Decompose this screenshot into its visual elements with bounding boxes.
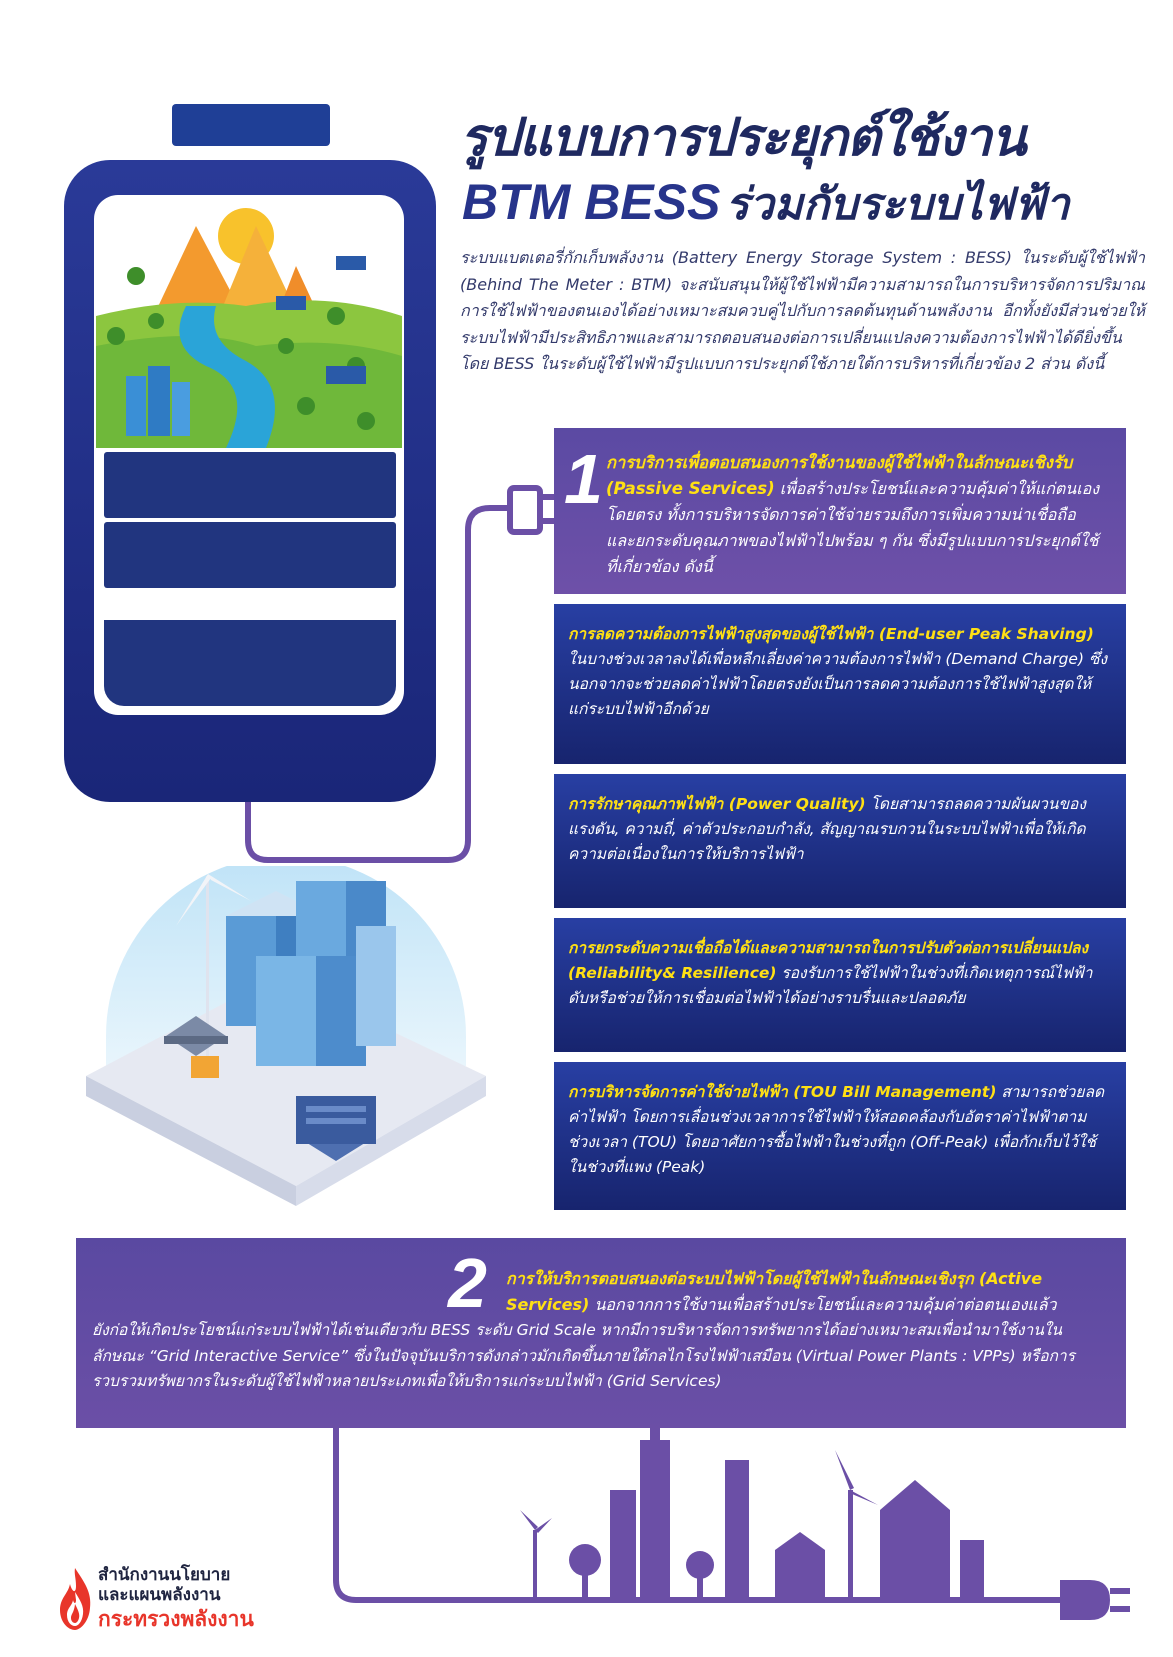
section1-body: เพื่อสร้างประโยชน์และความคุ้มค่าให้แก่ตนเองโดยตรง ทั้งการบริหารจัดการค่าใช้จ่ายรวมถึงการเพิ่มความน่าเชื่อถือ และยกระดับคุณภาพของไฟฟ้าไปพร้อม ๆ กัน ซึ่งมีรูปแบบการประยุกต์ใช้ที่เกี่ยวข้อง ดังนี้ [606,479,1100,576]
item-body: โดยสามารถลดความผันผวนของแรงดัน, ความถี่, ค่าตัวประกอบกำลัง, สัญญาณรบกวนในระบบไฟฟ้าเพื่อให้เกิดความต่อเนื่องในการให้บริการไฟฟ้า [568,795,1086,863]
section1-number: 1 [564,440,603,518]
item-title: การรักษาคุณภาพไฟฟ้า (Power Quality) [568,795,866,813]
section1-text [606,450,1106,580]
intro-paragraph: ระบบแบตเตอรี่กักเก็บพลังงาน (Battery Energy Storage System : BESS) ในระดับผู้ใช้ไฟฟ้า (Behind The Meter : BTM) จะสนับสนุนให้ผู้ใช้ไฟฟ้ามีความสามารถในการบริหารจัดการปริมาณการใช้ไฟฟ้าของตนเองได้อย่างเหมาะสมควบคู่ไปกับการลดต้นทุนด้านพลังงาน อีกทั้งยังมีส่วนช่วยให้ระบบไฟฟ้ามีประสิทธิภาพและสามารถตอบสนองต่อการเปลี่ยนแปลงความต้องการไฟฟ้าได้ดียิ่งขึ้น โดย BESS ในระดับผู้ใช้ไฟฟ้ามีรูปแบบการประยุกต์ใช้ภายใต้การบริหารที่เกี่ยวข้อง 2 ส่วน ดังนี้ [460,248,1145,373]
smart-building-illustration [76,866,496,1246]
section2-heading-en: (Active Services) [506,1269,1043,1314]
section2-heading: การให้บริการตอบสนองต่อระบบไฟฟ้าโดยผู้ใช้ไฟฟ้าในลักษณะเชิงรุก [506,1269,974,1288]
item-body: ในบางช่วงเวลาลงได้เพื่อหลีกเลี่ยงค่าความต้องการไฟฟ้า (Demand Charge) ซึ่งนอกจากจะช่วยลดค่าไฟฟ้าโดยตรงยังเป็นการลดความต้องการใช้ไฟฟ้าสูงสุดให้แก่ระบบไฟฟ้าอีกด้วย [568,650,1108,718]
section1-heading: การบริการเพื่อตอบสนองการใช้งานของผู้ใช้ไฟฟ้าในลักษณะเชิงรับ [606,453,1073,472]
page-title-line1: รูปแบบการประยุกต์ใช้งาน [460,108,1026,168]
item-title: การบริหารจัดการค่าใช้จ่ายไฟฟ้า (TOU Bill Management) [568,1083,997,1101]
item-body: สามารถช่วยลดค่าไฟฟ้า โดยการเลื่อนช่วงเวลาการใช้ไฟฟ้าให้สอดคล้องกับอัตราค่าไฟฟ้าตามช่วงเวลา (TOU) โดยอาศัยการซื้อไฟฟ้าในช่วงที่ถูก (Off-Peak) เพื่อกักเก็บไว้ใช้ในช่วงที่แพง (Peak) [568,1083,1105,1176]
title-rest: ร่วมกับระบบไฟฟ้า [725,179,1070,230]
title-acronym: BTM BESS [462,174,721,230]
item-title: การยกระดับความเชื่อถือได้และความสามารถในการปรับตัวต่อการเปลี่ยนแปลง (Reliability& Resilience) [568,939,1089,982]
item-title: การลดความต้องการไฟฟ้าสูงสุดของผู้ใช้ไฟฟ้า (End-user Peak Shaving) [568,625,1094,643]
section1-heading-en: (Passive Services) [606,479,775,498]
item-power-quality [554,774,1126,908]
section2-box [76,1238,1126,1428]
item-tou-bill [554,1062,1126,1210]
flame-logo-icon [56,1566,94,1632]
page-title-line2 [462,172,1142,244]
item-peak-shaving [554,604,1126,764]
section1-box [554,428,1126,594]
logo-org-line2: และแผนพลังงาน [98,1585,221,1605]
logo-ministry: กระทรวงพลังงาน [98,1607,254,1631]
item-reliability [554,918,1126,1052]
section2-head [506,1266,1106,1318]
section2-number: 2 [448,1244,487,1322]
section2-lead: นอกจากการใช้งานเพื่อสร้างประโยชน์และความคุ้มค่าต่อตนเองแล้ว [594,1295,1057,1314]
logo-org-line1: สำนักงานนโยบาย [98,1565,231,1585]
section2-body: ยังก่อให้เกิดประโยชน์แก่ระบบไฟฟ้าได้เช่นเดียวกับ BESS ระดับ Grid Scale หากมีการบริหารจัดการทรัพยากรได้อย่างเหมาะสมเพื่อนำมาใช้งานในลักษณะ “Grid Interactive Service” ซึ่งในปัจจุบันบริการดังกล่าวมักเกิดขึ้นภายใต้กลไกโรงไฟฟ้าเสมือน (Virtual Power Plants : VPPs) หรือการรวบรวมทรัพยากรในระดับผู้ใช้ไฟฟ้าหลายประเภทเพื่อให้บริการแก่ระบบไฟฟ้า (Grid Services) [92,1321,1075,1390]
item-body: รองรับการใช้ไฟฟ้าในช่วงที่เกิดเหตุการณ์ไฟฟ้าดับหรือช่วยให้การเชื่อมต่อไฟฟ้าได้อย่างราบรื่นและปลอดภัย [568,964,1093,1007]
